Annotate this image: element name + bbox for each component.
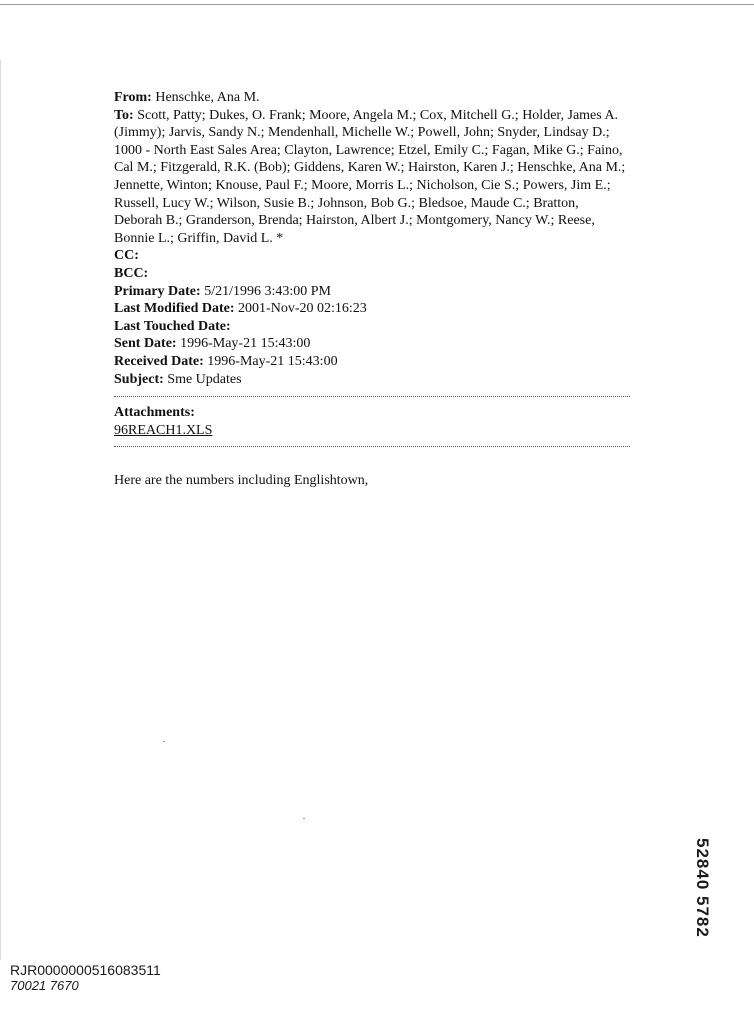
subject-field [114,371,630,389]
subject-value: Sme Updates [167,371,242,387]
sent-date-label: Sent Date: [114,336,177,352]
sent-date-value: 1996-May-21 15:43:00 [180,336,311,352]
divider-top [114,396,630,397]
received-date-value: 1996-May-21 15:43:00 [207,353,338,369]
last-touched-date-label: Last Touched Date: [114,318,231,334]
bates-number-vertical: 52840 5782 [693,838,712,938]
bcc-label: BCC: [114,265,149,281]
email-header [114,89,630,388]
scan-speck [303,818,305,819]
last-modified-date-value: 2001-Nov-20 02:16:23 [238,301,367,317]
from-value: Henschke, Ana M. [155,90,260,105]
to-label: To: [114,107,134,123]
last-modified-date-field [114,300,630,318]
sent-date-field [114,335,630,353]
to-field [114,107,630,248]
email-body: Here are the numbers including Englishtown, [114,473,369,488]
subject-label: Subject: [114,371,164,387]
last-touched-date-field [114,318,630,336]
bcc-field [114,265,630,283]
scan-speck [163,741,165,742]
divider-bottom [114,446,630,447]
from-label: From: [114,90,152,105]
primary-date-field [114,283,630,301]
cc-label: CC: [114,248,139,264]
attachments-section [114,404,212,439]
attachments-label: Attachments: [114,405,195,420]
last-modified-date-label: Last Modified Date: [114,301,235,317]
scan-edge-line [0,60,1,960]
received-date-label: Received Date: [114,353,204,369]
to-value: Scott, Patty; Dukes, O. Frank; Moore, Angela M.; Cox, Mitchell G.; Holder, James A. (Jimmy); Jarvis, Sandy N.; Mendenhall, Michelle W.; Powell, John; Snyder, Lindsay D.; 1000 - North East Sales Area; Clayton, Lawrence; Etzel, Emily C.; Fagan, Mike G.; Faino, Cal M.; Fitzgerald, R.K. (Bob); Giddens, Karen W.; Hairston, Karen J.; Henschke, Ana M.; Jennette, Winton; Knouse, Paul F.; Moore, Morris L.; Nicholson, Cie S.; Powers, Jim E.; Russell, Lucy W.; Wilson, Susie B.; Johnson, Bob G.; Bledsoe, Maude C.; Bratton, Deborah B.; Granderson, Brenda; Hairston, Albert J.; Montgomery, Nancy W.; Reese, Bonnie L.; Griffin, David L. * [114,107,626,246]
primary-date-label: Primary Date: [114,283,201,299]
received-date-field [114,353,630,371]
primary-date-value: 5/21/1996 3:43:00 PM [204,283,331,299]
top-border-line [0,4,754,5]
document-sub-id: 70021 7670 [10,978,79,993]
document-id: RJR0000000516083511 [10,962,161,978]
attachment-link[interactable]: 96REACH1.XLS [114,422,213,438]
cc-field [114,247,630,265]
from-field [114,89,630,107]
